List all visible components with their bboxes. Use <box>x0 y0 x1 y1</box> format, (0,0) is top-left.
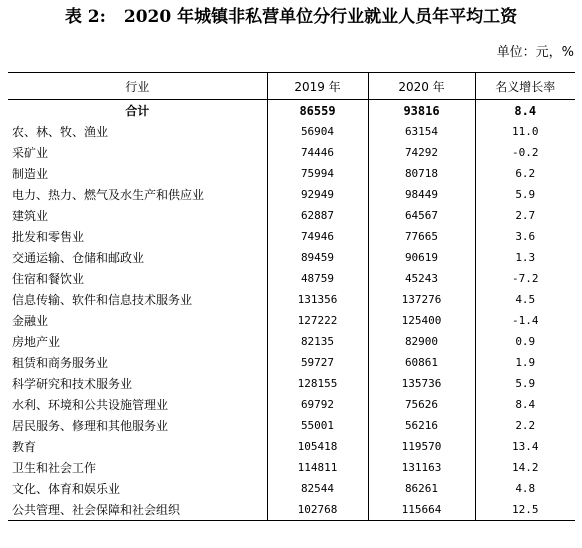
table-number: 表 2: <box>64 7 106 27</box>
wage-2019-cell: 55001 <box>267 415 368 436</box>
growth-rate-cell: 1.9 <box>475 352 575 373</box>
industry-cell: 农、林、牧、渔业 <box>12 125 109 139</box>
growth-rate-cell: 4.5 <box>475 289 575 310</box>
table-row <box>8 373 575 394</box>
industry-cell: 文化、体育和娱乐业 <box>12 482 121 496</box>
table-row <box>8 499 575 521</box>
wage-2019-cell: 114811 <box>267 457 368 478</box>
wage-2020-cell: 135736 <box>368 373 475 394</box>
industry-cell: 交通运输、仓储和邮政业 <box>12 251 145 265</box>
table-row <box>8 352 575 373</box>
industry-cell: 制造业 <box>12 167 49 181</box>
growth-rate-cell: 5.9 <box>475 184 575 205</box>
wage-2019-cell: 82544 <box>267 478 368 499</box>
wage-2019-cell: 89459 <box>267 247 368 268</box>
wage-2020-cell: 56216 <box>368 415 475 436</box>
header-industry: 行业 <box>8 73 267 100</box>
table-row <box>8 226 575 247</box>
wage-2020-cell: 131163 <box>368 457 475 478</box>
growth-rate-cell: 2.7 <box>475 205 575 226</box>
wage-2019-cell: 48759 <box>267 268 368 289</box>
table-row <box>8 310 575 331</box>
table-row <box>8 121 575 142</box>
table-row <box>8 394 575 415</box>
wage-2020-cell: 90619 <box>368 247 475 268</box>
table-title-text: 2020 年城镇非私营单位分行业就业人员年平均工资 <box>123 7 518 27</box>
industry-cell: 信息传输、软件和信息技术服务业 <box>12 293 193 307</box>
wage-2020-cell: 82900 <box>368 331 475 352</box>
header-2019: 2019 年 <box>267 73 368 100</box>
growth-rate-cell: 8.4 <box>475 100 575 122</box>
growth-rate-cell: 14.2 <box>475 457 575 478</box>
unit-note: 单位：元，% <box>496 45 574 60</box>
growth-rate-cell: 1.3 <box>475 247 575 268</box>
industry-cell: 租赁和商务服务业 <box>12 356 109 370</box>
table-row <box>8 415 575 436</box>
growth-rate-cell: -7.2 <box>475 268 575 289</box>
table-row <box>8 478 575 499</box>
growth-rate-cell: -1.4 <box>475 310 575 331</box>
wage-2019-cell: 102768 <box>267 499 368 521</box>
table-header <box>8 73 575 100</box>
table-row <box>8 163 575 184</box>
wage-2019-cell: 131356 <box>267 289 368 310</box>
wage-2019-cell: 86559 <box>267 100 368 122</box>
wage-2020-cell: 77665 <box>368 226 475 247</box>
wage-2019-cell: 59727 <box>267 352 368 373</box>
wage-2020-cell: 137276 <box>368 289 475 310</box>
table-body <box>8 100 575 521</box>
industry-cell: 建筑业 <box>12 209 49 223</box>
industry-cell: 卫生和社会工作 <box>12 461 97 475</box>
industry-cell: 批发和零售业 <box>12 230 85 244</box>
growth-rate-cell: 12.5 <box>475 499 575 521</box>
table-row <box>8 247 575 268</box>
wage-2019-cell: 69792 <box>267 394 368 415</box>
industry-cell: 采矿业 <box>12 146 49 160</box>
header-growth-rate: 名义增长率 <box>475 73 575 100</box>
wage-2019-cell: 62887 <box>267 205 368 226</box>
wage-2020-cell: 119570 <box>368 436 475 457</box>
wage-2019-cell: 74446 <box>267 142 368 163</box>
growth-rate-cell: 3.6 <box>475 226 575 247</box>
wage-2020-cell: 115664 <box>368 499 475 521</box>
wage-2020-cell: 125400 <box>368 310 475 331</box>
growth-rate-cell: 4.8 <box>475 478 575 499</box>
growth-rate-cell: 5.9 <box>475 373 575 394</box>
wage-2020-cell: 63154 <box>368 121 475 142</box>
table-row <box>8 331 575 352</box>
wage-2019-cell: 128155 <box>267 373 368 394</box>
growth-rate-cell: 8.4 <box>475 394 575 415</box>
wage-2019-cell: 82135 <box>267 331 368 352</box>
industry-cell: 合计 <box>125 104 150 118</box>
industry-cell: 科学研究和技术服务业 <box>12 377 133 391</box>
industry-cell: 水利、环境和公共设施管理业 <box>12 398 169 412</box>
industry-cell: 居民服务、修理和其他服务业 <box>12 419 169 433</box>
table-row <box>8 436 575 457</box>
wage-2019-cell: 127222 <box>267 310 368 331</box>
industry-cell: 教育 <box>12 440 37 454</box>
growth-rate-cell: 0.9 <box>475 331 575 352</box>
industry-cell: 电力、热力、燃气及水生产和供应业 <box>12 188 205 202</box>
table-row <box>8 205 575 226</box>
wage-2020-cell: 93816 <box>368 100 475 122</box>
wage-2019-cell: 75994 <box>267 163 368 184</box>
industry-cell: 住宿和餐饮业 <box>12 272 85 286</box>
total-row <box>8 100 575 122</box>
table-row <box>8 142 575 163</box>
wage-2020-cell: 80718 <box>368 163 475 184</box>
wage-2020-cell: 74292 <box>368 142 475 163</box>
table-row <box>8 268 575 289</box>
table-row <box>8 457 575 478</box>
wage-2019-cell: 92949 <box>267 184 368 205</box>
wage-2020-cell: 60861 <box>368 352 475 373</box>
wage-2020-cell: 45243 <box>368 268 475 289</box>
growth-rate-cell: 2.2 <box>475 415 575 436</box>
wage-table <box>8 72 575 521</box>
table-title <box>0 4 582 30</box>
header-row <box>8 73 575 100</box>
wage-2019-cell: 56904 <box>267 121 368 142</box>
growth-rate-cell: -0.2 <box>475 142 575 163</box>
growth-rate-cell: 13.4 <box>475 436 575 457</box>
wage-2020-cell: 98449 <box>368 184 475 205</box>
industry-cell: 公共管理、社会保障和社会组织 <box>12 503 181 517</box>
header-2020: 2020 年 <box>368 73 475 100</box>
wage-2020-cell: 75626 <box>368 394 475 415</box>
growth-rate-cell: 6.2 <box>475 163 575 184</box>
table-row <box>8 184 575 205</box>
table-row <box>8 289 575 310</box>
industry-cell: 金融业 <box>12 314 49 328</box>
growth-rate-cell: 11.0 <box>475 121 575 142</box>
wage-2019-cell: 74946 <box>267 226 368 247</box>
wage-2020-cell: 86261 <box>368 478 475 499</box>
industry-cell: 房地产业 <box>12 335 61 349</box>
wage-2020-cell: 64567 <box>368 205 475 226</box>
wage-2019-cell: 105418 <box>267 436 368 457</box>
